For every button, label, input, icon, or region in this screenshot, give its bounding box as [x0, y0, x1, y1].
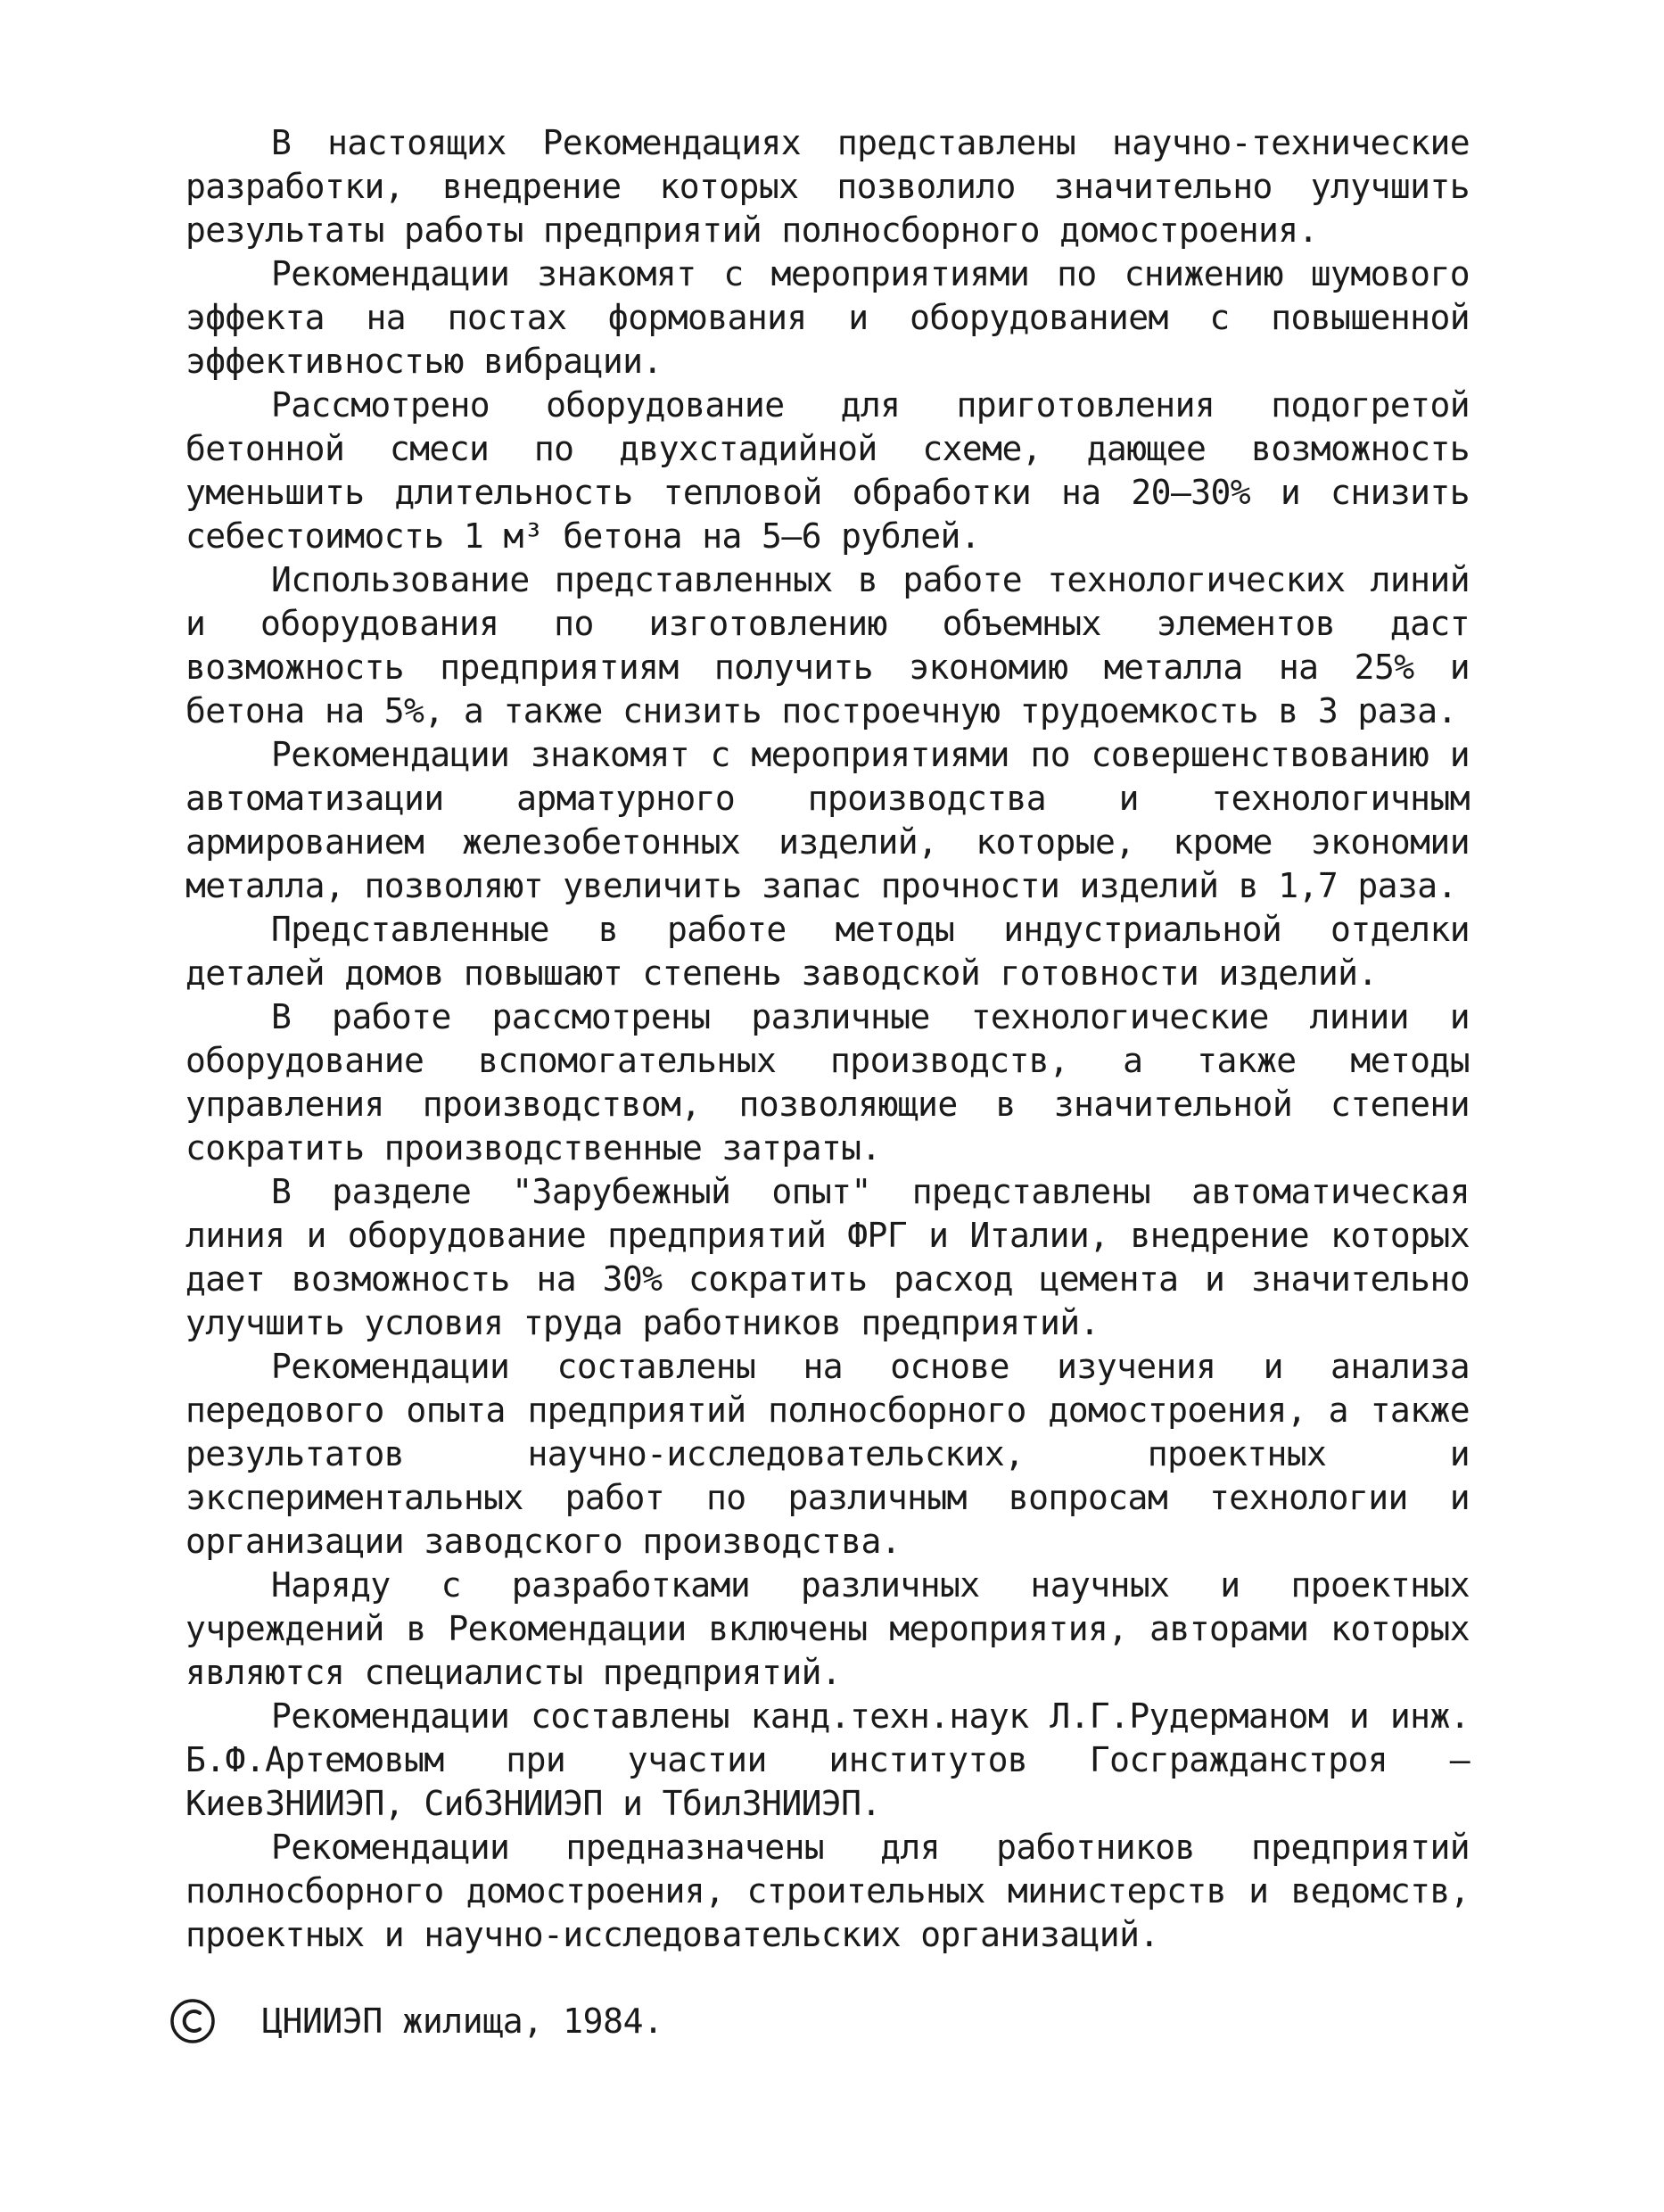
- copyright-line: [169, 1998, 663, 2044]
- paragraph-basis: Рекомендации составлены на основе изучения и анализа передового опыта предприятий полносборного домостроения, а также результатов научно-исследовательских, проектных и экспериментальных работ по различным вопросам технологии и организации заводского производства.: [185, 1347, 1470, 1561]
- paragraph-institutions: Наряду с разработками различных научных и проектных учреждений в Рекомендации включены мероприятия, авторами которых являются специалисты предприятий.: [185, 1565, 1470, 1692]
- paragraph-authors: Рекомендации составлены канд.техн.наук Л.Г.Рудерманом и инж. Б.Ф.Артемовым при участии институтов Госгражданстроя – КиевЗНИИЭП, СибЗНИИЭП и ТбилЗНИИЭП.: [185, 1696, 1470, 1823]
- copyright-icon: [169, 1998, 216, 2044]
- paragraph-intro: В настоящих Рекомендациях представлены научно-технические разработки, внедрение которых позволило значительно улучшить результаты работы предприятий полносборного домостроения.: [185, 123, 1470, 250]
- paragraph-foreign-experience: В разделе "Зарубежный опыт" представлены автоматическая линия и оборудование предприятий ФРГ и Италии, внедрение которых дает возможность на 30% сократить расход цемента и значительно улучшить условия труда работников предприятий.: [185, 1172, 1470, 1342]
- paragraph-volumetric-elements: Использование представленных в работе технологических линий и оборудования по изготовлению объемных элементов даст возможность предприятиям получить экономию металла на 25% и бетона на 5%, а также снизить построечную трудоемкость в 3 раза.: [185, 560, 1470, 730]
- paragraph-reinforcement: Рекомендации знакомят с мероприятиями по совершенствованию и автоматизации арматурного производства и технологичным армированием железобетонных изделий, которые, кроме экономии металла, позволяют увеличить запас прочности изделий в 1,7 раза.: [185, 735, 1470, 905]
- paragraph-concrete-heating: Рассмотрено оборудование для приготовления подогретой бетонной смеси по двухстадийной схеме, дающее возможность уменьшить длительность тепловой обработки на 20–30% и снизить себестоимость 1 м³ бетона на 5–6 рублей.: [185, 385, 1470, 556]
- paragraph-auxiliary-production: В работе рассмотрены различные технологические линии и оборудование вспомогательных производств, а также методы управления производством, позволяющие в значительной степени сократить производственные затраты.: [185, 997, 1470, 1168]
- paragraph-noise-reduction: Рекомендации знакомят с мероприятиями по снижению шумового эффекта на постах формования и оборудованием с повышенной эффективностью вибрации.: [185, 254, 1470, 381]
- paragraph-audience: Рекомендации предназначены для работников предприятий полносборного домостроения, строительных министерств и ведомств, проектных и научно-исследовательских организаций.: [185, 1828, 1470, 1954]
- document-body: [185, 121, 1470, 1957]
- paragraph-finishing: Представленные в работе методы индустриальной отделки деталей домов повышают степень заводской готовности изделий.: [185, 910, 1470, 993]
- copyright-text: ЦНИИЭП жилища, 1984.: [262, 2002, 663, 2041]
